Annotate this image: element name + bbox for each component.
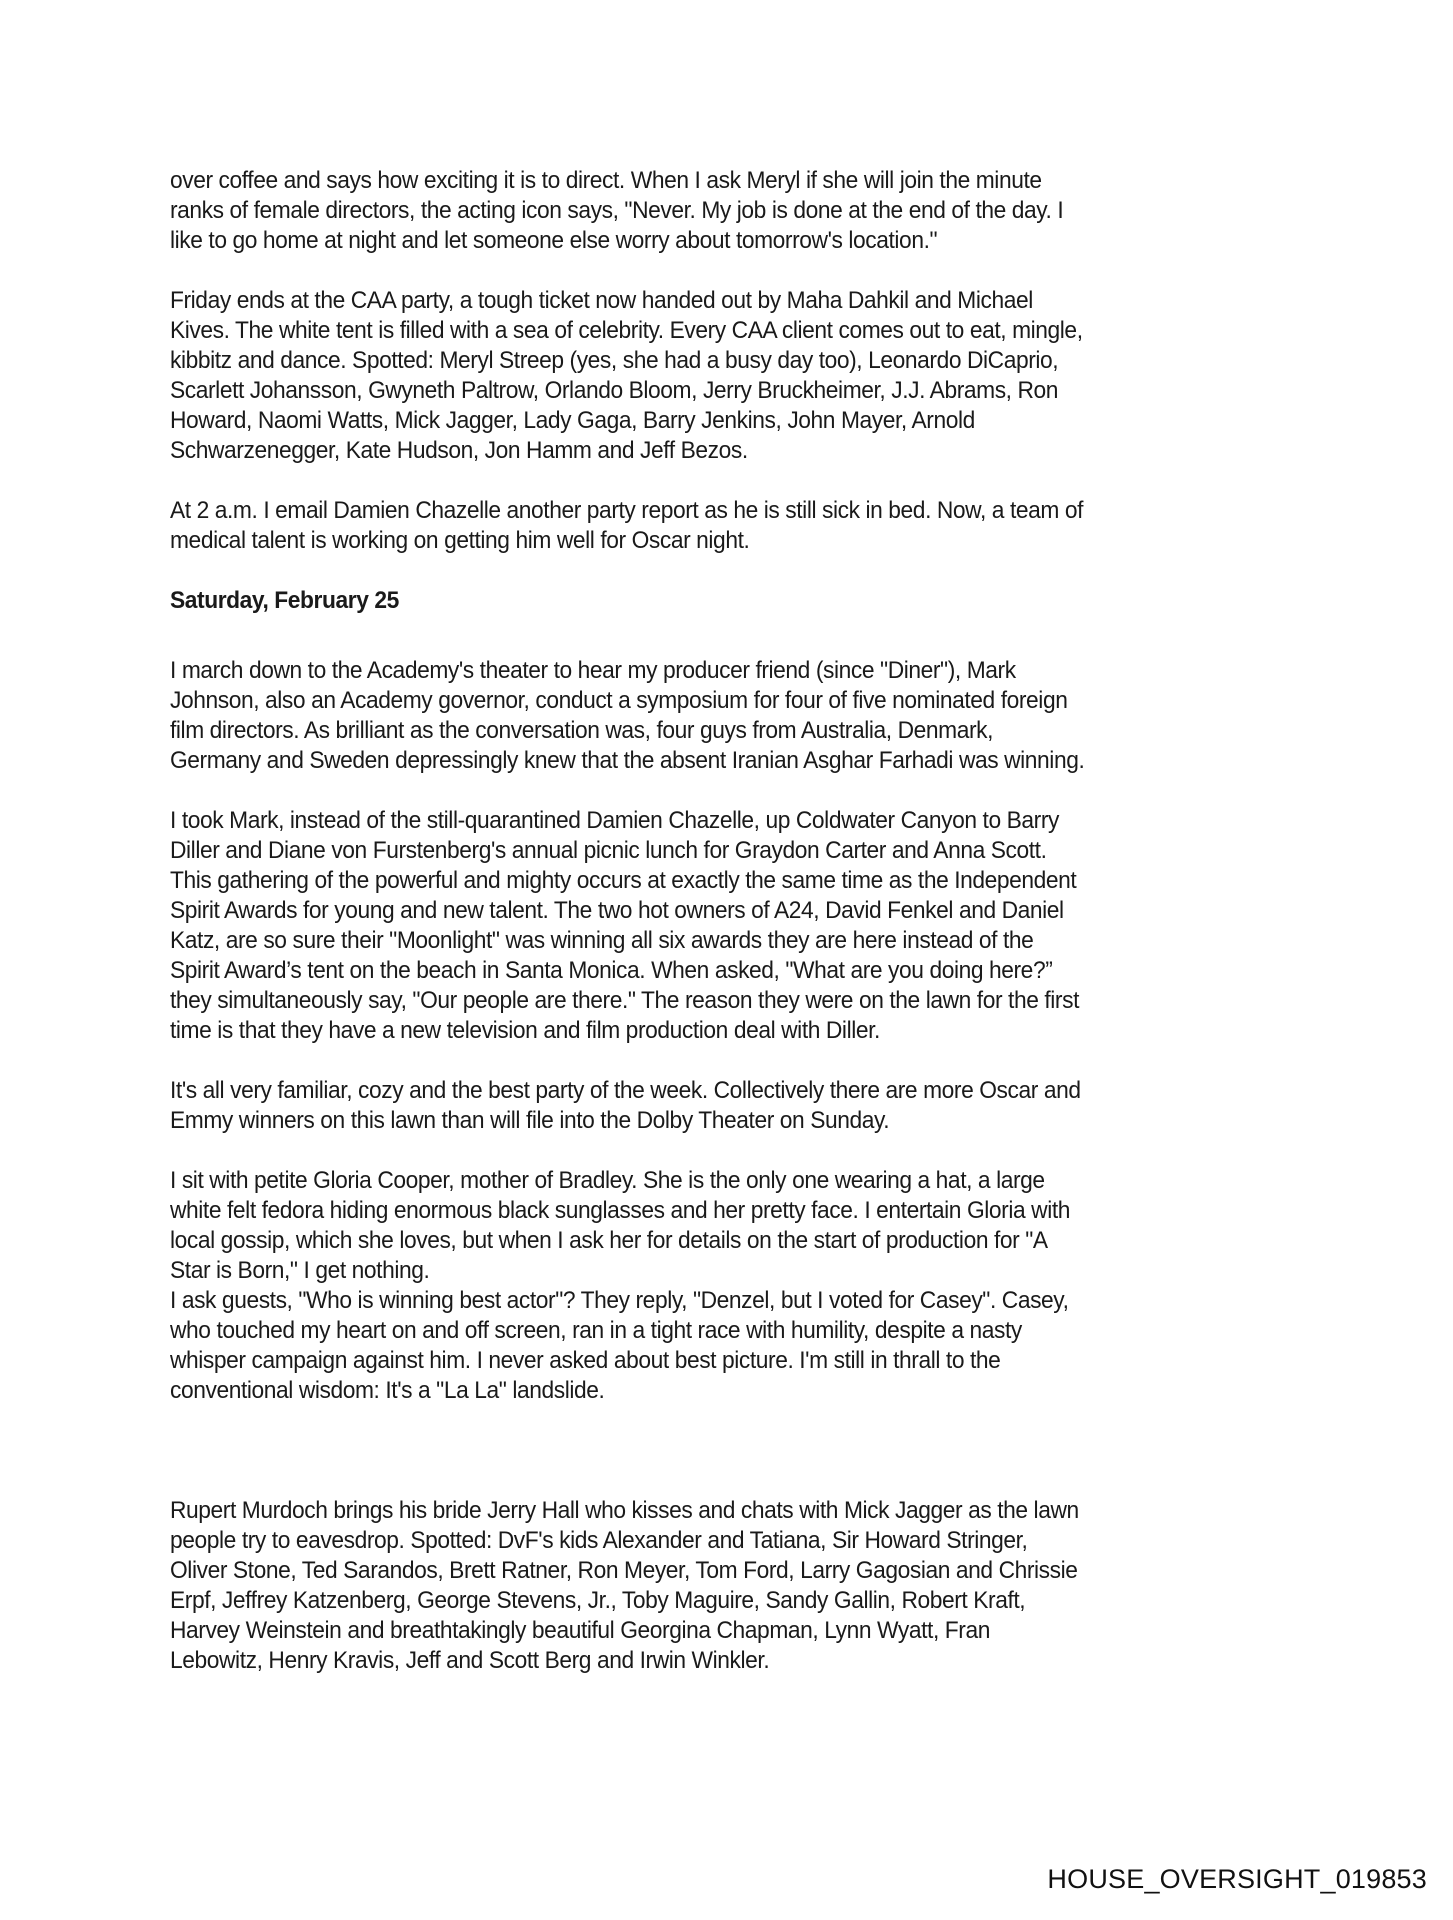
text-line: film directors. As brilliant as the conversation was, four guys from Australia, Denmark, <box>170 717 994 744</box>
text-line: Erpf, Jeffrey Katzenberg, George Stevens, Jr., Toby Maguire, Sandy Gallin, Robert Kraft, <box>170 1587 1026 1614</box>
text-line: I took Mark, instead of the still-quarantined Damien Chazelle, up Coldwater Canyon to Barry <box>170 807 1059 834</box>
text-line: Howard, Naomi Watts, Mick Jagger, Lady Gaga, Barry Jenkins, John Mayer, Arnold <box>170 407 975 434</box>
text-line: Spirit Award’s tent on the beach in Santa Monica. When asked, "What are you doing here?” <box>170 957 1053 984</box>
paragraph-academy-symposium <box>170 656 1221 776</box>
text-line: Emmy winners on this lawn than will file into the Dolby Theater on Sunday. <box>170 1107 890 1134</box>
text-line: Lebowitz, Henry Kravis, Jeff and Scott Berg and Irwin Winkler. <box>170 1647 770 1674</box>
text-line: time is that they have a new television and film production deal with Diller. <box>170 1017 880 1044</box>
text-line: Katz, are so sure their "Moonlight" was winning all six awards they are here instead of the <box>170 927 1034 954</box>
paragraph-diller-picnic <box>170 806 1221 1046</box>
text-line: medical talent is working on getting him well for Oscar night. <box>170 527 750 554</box>
text-line: I ask guests, "Who is winning best actor"? They reply, "Denzel, but I voted for Casey". Casey, <box>170 1287 1069 1314</box>
text-line: I march down to the Academy's theater to hear my producer friend (since "Diner"), Mark <box>170 657 1016 684</box>
bates-stamp-footer: HOUSE_OVERSIGHT_019853 <box>1047 1864 1427 1894</box>
paragraph-gloria-cooper <box>170 1166 1221 1286</box>
text-line: Rupert Murdoch brings his bride Jerry Hall who kisses and chats with Mick Jagger as the lawn <box>170 1497 1079 1524</box>
paragraph-best-actor <box>170 1286 1221 1406</box>
text-line: At 2 a.m. I email Damien Chazelle another party report as he is still sick in bed. Now, a team of <box>170 497 1084 524</box>
text-line: Johnson, also an Academy governor, conduct a symposium for four of five nominated foreign <box>170 687 1068 714</box>
paragraph-meryl-directing <box>170 166 1221 256</box>
text-line: who touched my heart on and off screen, ran in a tight race with humility, despite a nasty <box>170 1317 1022 1344</box>
text-line: I sit with petite Gloria Cooper, mother of Bradley. She is the only one wearing a hat, a large <box>170 1167 1045 1194</box>
text-line: Kives. The white tent is filled with a sea of celebrity. Every CAA client comes out to eat, mingle, <box>170 317 1083 344</box>
paragraph-caa-party <box>170 286 1221 466</box>
paragraph-best-party <box>170 1076 1221 1136</box>
text-line: Germany and Sweden depressingly knew that the absent Iranian Asghar Farhadi was winning. <box>170 747 1085 774</box>
text-line: local gossip, which she loves, but when I ask her for details on the start of production for "A <box>170 1227 1048 1254</box>
text-line: white felt fedora hiding enormous black sunglasses and her pretty face. I entertain Gloria with <box>170 1197 1071 1224</box>
text-line: kibbitz and dance. Spotted: Meryl Streep (yes, she had a busy day too), Leonardo DiCaprio, <box>170 347 1059 374</box>
text-line: Star is Born," I get nothing. <box>170 1257 430 1284</box>
text-line: Harvey Weinstein and breathtakingly beautiful Georgina Chapman, Lynn Wyatt, Fran <box>170 1617 990 1644</box>
text-line: over coffee and says how exciting it is to direct. When I ask Meryl if she will join the minute <box>170 167 1042 194</box>
text-line: Oliver Stone, Ted Sarandos, Brett Ratner, Ron Meyer, Tom Ford, Larry Gagosian and Chrissie <box>170 1557 1078 1584</box>
paragraph-murdoch-spotted <box>170 1496 1221 1676</box>
text-line: they simultaneously say, "Our people are there." The reason they were on the lawn for the first <box>170 987 1080 1014</box>
text-line: ranks of female directors, the acting icon says, "Never. My job is done at the end of the day. I <box>170 197 1064 224</box>
text-line: It's all very familiar, cozy and the best party of the week. Collectively there are more Oscar and <box>170 1077 1081 1104</box>
text-line: Friday ends at the CAA party, a tough ticket now handed out by Maha Dahkil and Michael <box>170 287 1033 314</box>
paragraph-chazelle-email <box>170 496 1221 556</box>
text-line: like to go home at night and let someone else worry about tomorrow's location." <box>170 227 938 254</box>
text-line: conventional wisdom: It's a "La La" landslide. <box>170 1377 605 1404</box>
text-line: Scarlett Johansson, Gwyneth Paltrow, Orlando Bloom, Jerry Bruckheimer, J.J. Abrams, Ron <box>170 377 1059 404</box>
text-line: Diller and Diane von Furstenberg's annual picnic lunch for Graydon Carter and Anna Scott. <box>170 837 1047 864</box>
section-heading-saturday: Saturday, February 25 <box>170 587 399 614</box>
text-line: whisper campaign against him. I never asked about best picture. I'm still in thrall to the <box>170 1347 1001 1374</box>
text-line: Schwarzenegger, Kate Hudson, Jon Hamm and Jeff Bezos. <box>170 437 748 464</box>
text-line: people try to eavesdrop. Spotted: DvF's kids Alexander and Tatiana, Sir Howard Stringer, <box>170 1527 1028 1554</box>
text-line: Spirit Awards for young and new talent. The two hot owners of A24, David Fenkel and Daniel <box>170 897 1064 924</box>
text-line: This gathering of the powerful and mighty occurs at exactly the same time as the Independent <box>170 867 1077 894</box>
